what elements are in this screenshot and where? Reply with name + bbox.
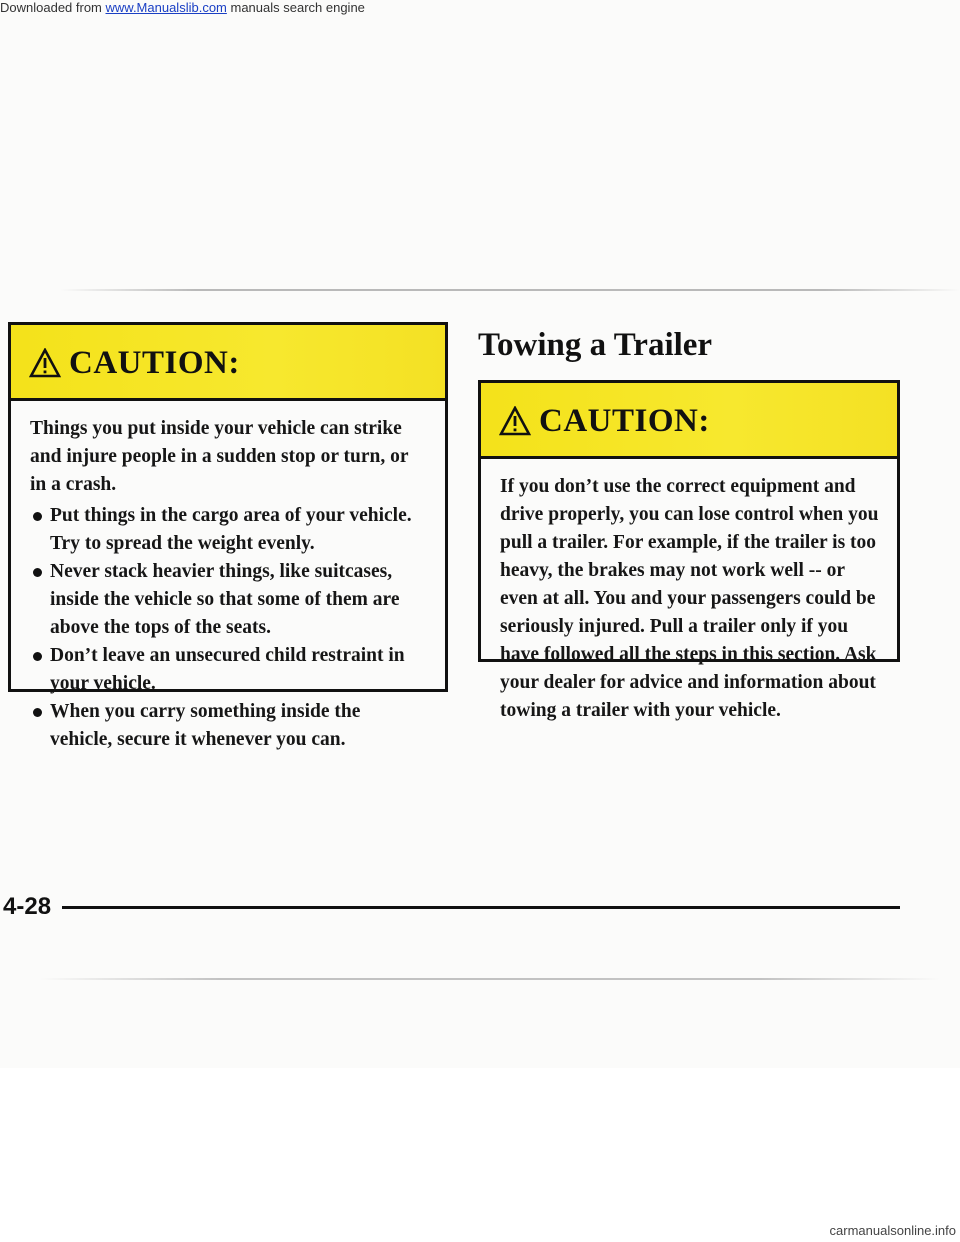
caution-label-text: CAUTION: bbox=[539, 402, 710, 439]
watermark-suffix: manuals search engine bbox=[226, 0, 365, 15]
caution-body bbox=[481, 459, 897, 725]
caution-header bbox=[481, 383, 897, 459]
section-title: Towing a Trailer bbox=[478, 327, 713, 363]
cargo-caution-box bbox=[8, 322, 448, 750]
bullet-item: Never stack heavier things, like suitcases, inside the vehicle so that some of them are above the tops of the seats. bbox=[30, 558, 427, 642]
footer-rule bbox=[62, 906, 900, 909]
caution-body bbox=[11, 401, 445, 754]
caution-label-text: CAUTION: bbox=[69, 344, 240, 381]
bullet-item: Put things in the cargo area of your vehicle. Try to spread the weight evenly. bbox=[30, 502, 427, 558]
warning-triangle-icon bbox=[499, 406, 531, 436]
site-watermark: carmanualsonline.info bbox=[829, 1223, 956, 1238]
caution-header bbox=[11, 325, 445, 401]
page-top-edge bbox=[60, 289, 960, 291]
watermark-prefix: Downloaded from bbox=[0, 0, 106, 15]
bullet-item: When you carry something inside the vehicle, secure it whenever you can. bbox=[30, 698, 427, 754]
page-number: 4-28 bbox=[3, 893, 52, 920]
caution-intro: Things you put inside your vehicle can strike and injure people in a sudden stop or turn, or in a crash. bbox=[30, 418, 409, 495]
caution-bullet-list bbox=[30, 502, 427, 754]
warning-triangle-icon bbox=[29, 348, 61, 378]
towing-caution-box bbox=[478, 380, 900, 721]
manualslib-link[interactable]: www.Manualslib.com bbox=[105, 0, 227, 15]
caution-title bbox=[499, 401, 710, 441]
bullet-item: Don’t leave an unsecured child restraint in your vehicle. bbox=[30, 642, 427, 698]
download-watermark bbox=[0, 0, 365, 16]
caution-text: If you don’t use the correct equipment and drive properly, you can lose control when you pull a trailer. For example, if the trailer is too heavy, the brakes may not work well -- or even at all. You and your passengers could be seriously injured. Pull a trailer only if you have followed all the steps in this section. Ask your dealer for advice and information about towing a trailer with your vehicle. bbox=[500, 476, 879, 721]
page-bottom-edge bbox=[40, 978, 940, 980]
caution-title bbox=[29, 343, 240, 383]
